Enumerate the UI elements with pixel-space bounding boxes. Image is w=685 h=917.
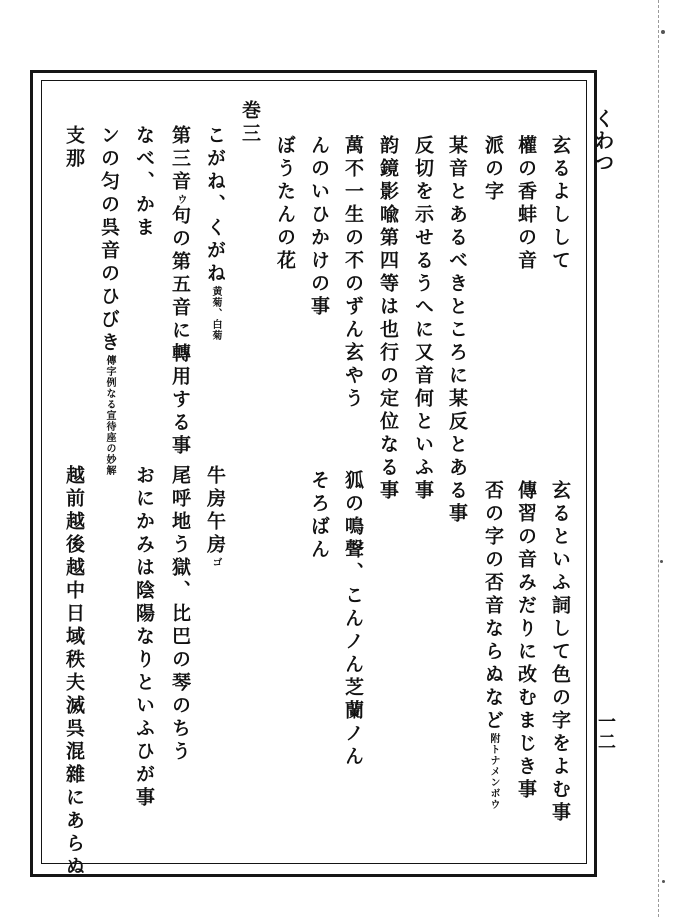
- toc-entry: 尾呼地う獄、比巴の琴のちう: [169, 465, 191, 764]
- toc-entry: 某音とあるべきところに某反とある事: [446, 135, 468, 526]
- toc-entry: 支那: [63, 125, 85, 171]
- toc-entry: 傳習の音みだりに改むまじき事: [515, 480, 537, 802]
- toc-entry: [99, 125, 118, 476]
- scan-speck: [660, 560, 663, 563]
- toc-entry: おにかみは陰陽なりといふひが事: [133, 465, 155, 810]
- entry-note: 傳字例なる宣待座の妙解: [104, 355, 115, 476]
- toc-entry: [170, 125, 189, 458]
- entry-text: こがね、くがね: [204, 125, 226, 286]
- page-number: 一二: [595, 712, 616, 752]
- entry-text: 否の字の否音ならぬなど: [482, 480, 504, 733]
- section-title: くわつ: [591, 108, 615, 174]
- toc-entry: 萬不一生の不のずん玄やう: [342, 135, 364, 411]
- entry-ruby: ゴ: [210, 557, 221, 568]
- binding-edge: [658, 0, 669, 917]
- toc-entry: 派の字: [482, 135, 504, 204]
- toc-entry: 反切を示せるうへに又音何といふ事: [412, 135, 434, 503]
- toc-entry: 越前越後越中日域秩夫滅呉混雜にあらぬ: [63, 465, 85, 879]
- toc-entry: [205, 465, 224, 568]
- toc-entry: 玄るといふ詞して色の字をよむ事: [549, 480, 571, 825]
- toc-entry: 權の香蚌の音: [515, 135, 537, 273]
- toc-entry: ぼうたんの花: [274, 135, 296, 273]
- toc-entry: [205, 125, 224, 341]
- entry-text: 牛房午房: [204, 465, 226, 557]
- toc-entry: んのいひかけの事: [308, 135, 330, 319]
- toc-entry: 玄るよしして: [549, 135, 571, 273]
- toc-entry: 狐の鳴聲、こんノん芝蘭ノん: [342, 470, 364, 769]
- scan-speck: [661, 30, 665, 34]
- entry-text: 第三音: [169, 125, 191, 194]
- volume-heading: 巻三: [239, 100, 261, 146]
- toc-entry: [483, 480, 502, 810]
- entry-note: 附トナメンボウ: [488, 733, 499, 810]
- entry-text: ンの匀の呉音のひびき: [98, 125, 120, 355]
- entry-ruby: ウ: [175, 194, 186, 205]
- scan-speck: [662, 880, 665, 883]
- entry-note: 黄菊、白菊: [210, 286, 221, 341]
- toc-entry: そろばん: [308, 470, 330, 562]
- toc-entry: なべ、かま: [133, 125, 155, 240]
- entry-text: 句の第五音に轉用する事: [169, 205, 191, 458]
- toc-entry: 韵鏡影喩第四等は也行の定位なる事: [377, 135, 399, 503]
